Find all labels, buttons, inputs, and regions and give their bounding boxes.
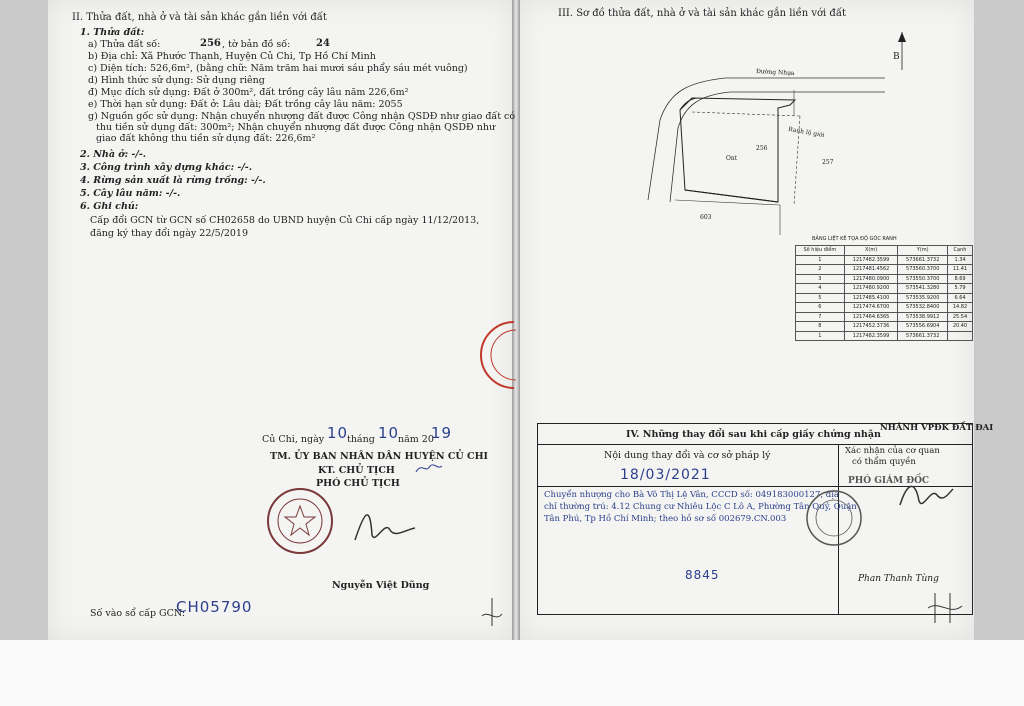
north-label: B bbox=[893, 52, 900, 62]
change-line-2: chỉ thường trú: 4.12 Chung cư Nhiêu Lộc C Lô A, Phường Tân Quý, Quận bbox=[544, 502, 857, 512]
table-cell: 573556.6904 bbox=[898, 322, 948, 332]
stamp-header: NHÁNH VPĐK ĐẤT ĐAI bbox=[880, 423, 994, 433]
construction-line: 3. Công trình xây dựng khác: -/-. bbox=[80, 162, 253, 173]
table-cell: 573535.9200 bbox=[898, 293, 948, 303]
changes-column-confirm-1: Xác nhận của cơ quan bbox=[845, 446, 940, 456]
change-line-3: Tân Phú, Tp Hồ Chí Minh; theo hồ sơ số 002679.CN.003 bbox=[544, 514, 787, 524]
forest-line: 4. Rừng sản xuất là rừng trồng: -/-. bbox=[80, 175, 266, 186]
file-number: 8845 bbox=[685, 568, 720, 582]
table-cell: 1217452.3736 bbox=[844, 322, 898, 332]
table-cell: 6.64 bbox=[948, 293, 973, 303]
table-cell: 5.79 bbox=[948, 284, 973, 294]
table-row bbox=[796, 265, 973, 275]
table-cell: 14.82 bbox=[948, 303, 973, 313]
issue-day: 10 bbox=[327, 424, 349, 442]
bottom-margin bbox=[0, 640, 1024, 706]
table-cell: 6 bbox=[796, 303, 845, 313]
table-cell: 25.54 bbox=[948, 312, 973, 322]
deputy-director-title: PHÓ GIÁM ĐỐC bbox=[848, 476, 930, 486]
table-cell: 8 bbox=[796, 322, 845, 332]
table-row bbox=[796, 303, 973, 313]
table-cell: 1217482.3599 bbox=[844, 331, 898, 341]
table-row bbox=[796, 255, 973, 265]
usage-purpose-line: đ) Mục đích sử dụng: Đất ở 300m², đất trồng cây lâu năm 226,6m² bbox=[88, 87, 409, 98]
table-cell: 1217485.4100 bbox=[844, 293, 898, 303]
change-line-1: Chuyển nhượng cho Bà Võ Thị Lệ Vân, CCCD số: 049183000127, địa bbox=[544, 490, 839, 500]
notes-line-2: đăng ký thay đổi ngày 22/5/2019 bbox=[90, 228, 249, 239]
origin-line-2: thu tiền sử dụng đất: 300m²; Nhận chuyển nhượng đất được Công nhận QSDĐ như bbox=[96, 122, 496, 133]
table-cell: 11.41 bbox=[948, 265, 973, 275]
coordinate-table bbox=[795, 245, 973, 341]
table-cell: 5 bbox=[796, 293, 845, 303]
initial-mark-icon bbox=[414, 460, 444, 476]
issue-year-label: năm 20 bbox=[398, 434, 434, 445]
table-cell: 573532.8400 bbox=[898, 303, 948, 313]
map-sheet-label: , tờ bản đồ số: bbox=[222, 39, 291, 50]
table-cell: 573541.3280 bbox=[898, 284, 948, 294]
coordinate-header-2: Y(m) bbox=[898, 246, 948, 256]
vice-chairman-title: PHÓ CHỦ TỊCH bbox=[316, 478, 400, 489]
house-line: 2. Nhà ở: -/-. bbox=[80, 149, 147, 160]
table-row bbox=[796, 322, 973, 332]
parcel-number: 256 bbox=[200, 38, 221, 49]
land-code-label: Ont bbox=[726, 155, 738, 162]
official-seal-icon bbox=[265, 486, 335, 556]
table-cell: 573661.3732 bbox=[898, 331, 948, 341]
parcel-label: 256 bbox=[756, 145, 768, 152]
table-cell: 1217464.6365 bbox=[844, 312, 898, 322]
table-row bbox=[796, 293, 973, 303]
corner-mark-icon bbox=[925, 588, 965, 628]
table-cell: 1217480.0900 bbox=[844, 274, 898, 284]
table-cell: 20.40 bbox=[948, 322, 973, 332]
coordinate-header-1: X(m) bbox=[844, 246, 898, 256]
table-cell: 4 bbox=[796, 284, 845, 294]
table-cell: 1.34 bbox=[948, 255, 973, 265]
table-cell: 1217481.4562 bbox=[844, 265, 898, 275]
table-cell: 573661.3732 bbox=[898, 255, 948, 265]
confirm-signature-icon bbox=[895, 475, 955, 515]
changes-column-confirm-2: có thẩm quyền bbox=[852, 457, 916, 467]
table-cell: 8.69 bbox=[948, 274, 973, 284]
coordinate-header-3: Cạnh bbox=[948, 246, 973, 256]
section-iii-title: III. Sơ đồ thửa đất, nhà ở và tài sản khác gắn liền với đất bbox=[558, 8, 846, 19]
table-cell bbox=[948, 331, 973, 341]
map-sheet-number: 24 bbox=[316, 38, 330, 49]
usage-term-line: e) Thời hạn sử dụng: Đất ở: Lâu dài; Đất trồng cây lâu năm: 2055 bbox=[88, 99, 403, 110]
notes-line-1: Cấp đổi GCN từ GCN số CH02658 do UBND huyện Củ Chi cấp ngày 11/12/2013, bbox=[90, 215, 480, 226]
issue-year: 19 bbox=[431, 424, 453, 442]
changes-column-content: Nội dung thay đổi và cơ sở pháp lý bbox=[604, 450, 771, 461]
table-cell: 1217474.6700 bbox=[844, 303, 898, 313]
table-cell: 573560.3700 bbox=[898, 265, 948, 275]
notes-heading: 6. Ghi chú: bbox=[80, 201, 139, 212]
land-heading: 1. Thửa đất: bbox=[80, 27, 145, 38]
table-row bbox=[796, 274, 973, 284]
register-number: CH05790 bbox=[176, 598, 253, 616]
issue-date-prefix: Củ Chi, ngày bbox=[262, 434, 325, 445]
issue-month: 10 bbox=[378, 424, 400, 442]
table-row bbox=[796, 331, 973, 341]
red-seal-icon bbox=[484, 320, 518, 390]
table-row bbox=[796, 284, 973, 294]
origin-line-1: g) Nguồn gốc sử dụng: Nhận chuyển nhượng đất được Công nhận QSDĐ như giao đất có bbox=[88, 111, 516, 122]
table-cell: 573550.3700 bbox=[898, 274, 948, 284]
parcel-number-label: a) Thửa đất số: bbox=[88, 39, 161, 50]
parcel-diagram bbox=[630, 30, 930, 240]
road-label: Đường Nhựa bbox=[755, 67, 795, 78]
issue-month-label: tháng bbox=[347, 434, 375, 445]
register-number-label: Số vào sổ cấp GCN: bbox=[90, 608, 186, 619]
table-cell: 1217480.9200 bbox=[844, 284, 898, 294]
table-row bbox=[796, 312, 973, 322]
coordinate-table-title: BẢNG LIỆT KÊ TỌA ĐỘ GÓC RANH bbox=[812, 236, 897, 242]
table-cell: 1 bbox=[796, 331, 845, 341]
issuing-authority: TM. ỦY BAN NHÂN DÂN HUYỆN CỦ CHI bbox=[270, 451, 488, 462]
address-line: b) Địa chỉ: Xã Phước Thạnh, Huyện Củ Chi, Tp Hồ Chí Minh bbox=[88, 51, 376, 62]
table-cell: 2 bbox=[796, 265, 845, 275]
table-cell: 573538.9912 bbox=[898, 312, 948, 322]
neighbor-parcel-bottom: 603 bbox=[700, 214, 712, 221]
origin-line-3: giao đất không thu tiền sử dụng đất: 226,6m² bbox=[96, 133, 316, 144]
table-cell: 7 bbox=[796, 312, 845, 322]
signer-name: Nguyễn Việt Dũng bbox=[332, 580, 430, 591]
fold-mark-icon bbox=[478, 596, 506, 630]
coordinate-header-0: Số hiệu điểm bbox=[796, 246, 845, 256]
on-behalf-chairman: KT. CHỦ TỊCH bbox=[318, 465, 395, 476]
signature-mark-icon bbox=[350, 500, 420, 550]
officer-name: Phan Thanh Tùng bbox=[858, 574, 939, 584]
table-cell: 3 bbox=[796, 274, 845, 284]
trees-line: 5. Cây lâu năm: -/-. bbox=[80, 188, 181, 199]
confirm-seal-icon bbox=[804, 488, 864, 548]
area-line: c) Diện tích: 526,6m², (bằng chữ: Năm trăm hai mươi sáu phẩy sáu mét vuông) bbox=[88, 63, 468, 74]
usage-form-line: d) Hình thức sử dụng: Sử dụng riêng bbox=[88, 75, 265, 86]
section-ii-title: II. Thửa đất, nhà ở và tài sản khác gắn liền với đất bbox=[72, 12, 327, 23]
changes-title: IV. Những thay đổi sau khi cấp giấy chứng nhận bbox=[626, 429, 881, 440]
table-cell: 1217482.3599 bbox=[844, 255, 898, 265]
neighbor-parcel-right: 257 bbox=[822, 159, 834, 166]
boundary-label: Ranh lộ giới bbox=[787, 125, 825, 140]
change-date: 18/03/2021 bbox=[620, 467, 711, 483]
table-cell: 1 bbox=[796, 255, 845, 265]
